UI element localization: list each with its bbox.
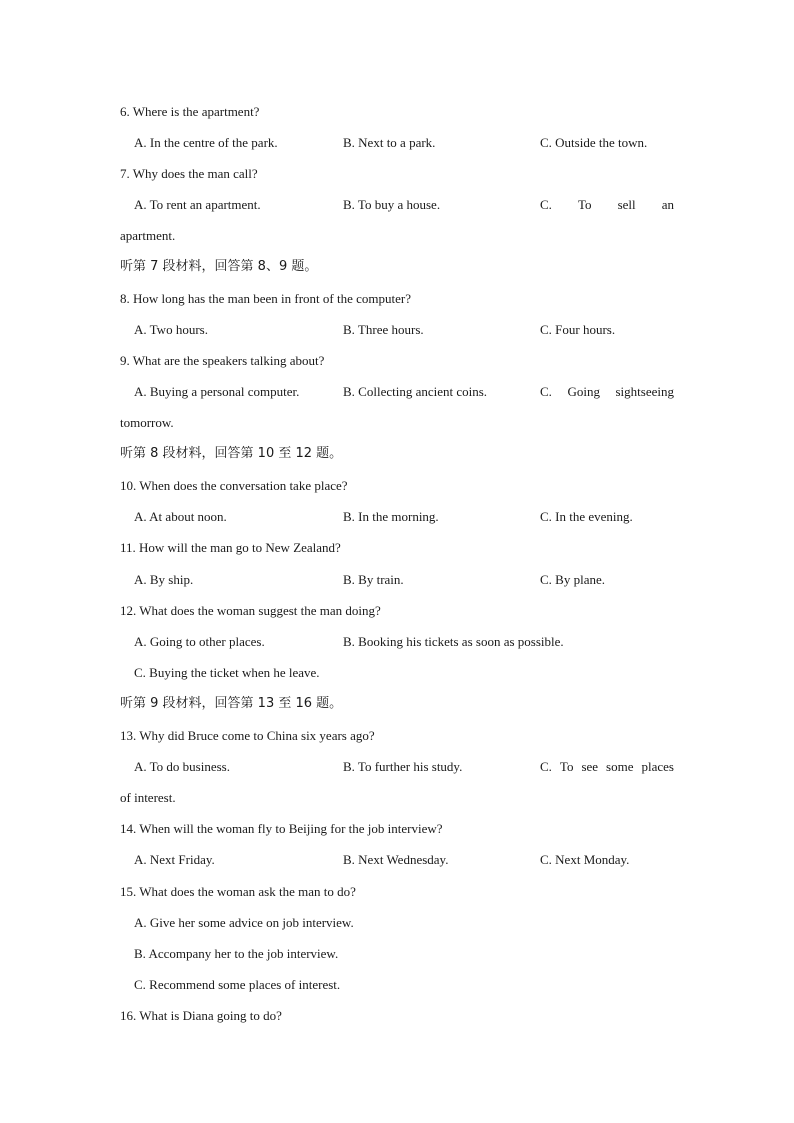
question-14-stem: 14. When will the woman fly to Beijing for the job interview? [120,821,443,836]
question-12-stem: 12. What does the woman suggest the man doing? [120,603,381,618]
word: C. [540,197,552,212]
question-9-option-b: B. Collecting ancient coins. [343,384,488,399]
question-12-option-c: C. Buying the ticket when he leave. [134,665,320,680]
question-11-stem: 11. How will the man go to New Zealand? [120,540,341,555]
question-15-option-c: C. Recommend some places of interest. [134,977,341,992]
question-11-option-c: C. By plane. [540,572,605,587]
question-6-option-a: A. In the centre of the park. [134,135,278,150]
question-10-option-c: C. In the evening. [540,509,633,524]
question-10-stem: 10. When does the conversation take place? [120,478,348,493]
question-7-option-c-continued: apartment. [120,228,176,243]
question-6-option-b: B. Next to a park. [343,135,436,150]
question-8-stem: 8. How long has the man been in front of the computer? [120,291,411,306]
question-13-option-c-continued: of interest. [120,790,176,805]
question-9-option-c-continued: tomorrow. [120,415,174,430]
question-15-option-a: A. Give her some advice on job interview. [134,915,354,930]
question-11-option-a: A. By ship. [134,572,194,587]
question-12-option-a: A. Going to other places. [134,634,265,649]
question-9-stem: 9. What are the speakers talking about? [120,353,325,368]
question-12-option-b: B. Booking his tickets as soon as possible. [343,634,564,649]
question-7-option-c [540,197,674,213]
word: C. [540,384,552,399]
word: some [606,759,634,774]
question-11-option-b: B. By train. [343,572,404,587]
question-14-option-a: A. Next Friday. [134,852,215,867]
section-8-heading: 听第 8 段材料，回答第 10 至 12 题。 [120,446,343,461]
question-13-option-a: A. To do business. [134,759,230,774]
question-10-option-a: A. At about noon. [134,509,227,524]
word: C. [540,759,552,774]
question-9-option-c [540,384,674,400]
question-8-option-c: C. Four hours. [540,322,616,337]
question-6-stem: 6. Where is the apartment? [120,104,260,119]
question-7-option-b: B. To buy a house. [343,197,441,212]
section-7-heading: 听第 7 段材料，回答第 8、9 题。 [120,259,318,274]
question-7-stem: 7. Why does the man call? [120,166,258,181]
word: To [559,759,574,774]
question-9-option-a: A. Buying a personal computer. [134,384,300,399]
question-8-option-a: A. Two hours. [134,322,208,337]
question-15-option-b: B. Accompany her to the job interview. [134,946,339,961]
question-13-option-b: B. To further his study. [343,759,463,774]
question-14-option-b: B. Next Wednesday. [343,852,449,867]
question-14-option-c: C. Next Monday. [540,852,630,867]
word: To [577,197,592,212]
question-15-stem: 15. What does the woman ask the man to do? [120,884,356,899]
word: an [661,197,674,212]
question-13-option-c [540,759,674,775]
question-13-stem: 13. Why did Bruce come to China six years ago? [120,728,375,743]
word: places [641,759,674,774]
word: Going [567,384,600,399]
word: see [581,759,599,774]
question-6-option-c: C. Outside the town. [540,135,648,150]
word: sightseeing [615,384,674,399]
question-7-option-a: A. To rent an apartment. [134,197,261,212]
question-8-option-b: B. Three hours. [343,322,424,337]
question-16-stem: 16. What is Diana going to do? [120,1008,282,1023]
question-10-option-b: B. In the morning. [343,509,439,524]
section-9-heading: 听第 9 段材料，回答第 13 至 16 题。 [120,696,343,711]
word: sell [617,197,636,212]
